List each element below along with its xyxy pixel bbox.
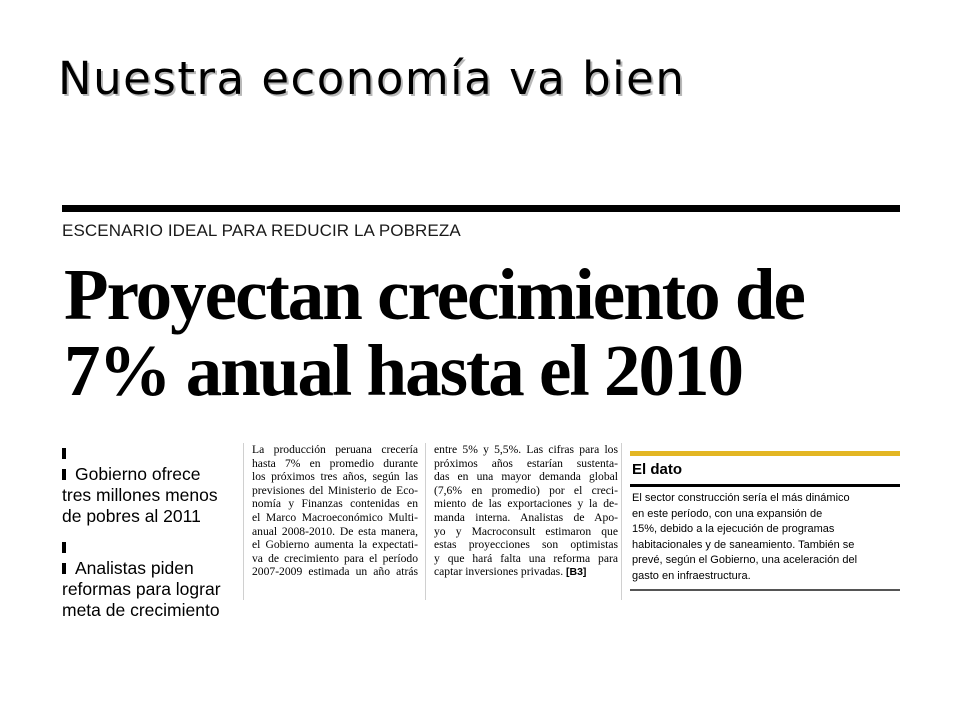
- top-rule: [62, 205, 900, 212]
- bullet-marker-icon: [62, 443, 71, 454]
- bullet-line: de pobres al 2011: [62, 506, 201, 526]
- text-line: nomía y Finanzas contenidas en: [252, 497, 418, 511]
- text-line: gasto en infraestructura.: [632, 569, 751, 582]
- bullet-line: reformas para lograr: [62, 579, 221, 599]
- text-line: 15%, debido a la ejecución de programas: [632, 523, 835, 535]
- text-line: 2007-2009 estimada un año atrás: [252, 565, 418, 579]
- text-line: yo y Macroconsult estimaron que: [434, 524, 618, 538]
- text-line: [434, 565, 618, 580]
- text-line: prevé, según el Gobierno, una aceleración del: [632, 554, 858, 566]
- box-bottom-rule: [630, 589, 900, 591]
- section-reference: [B3]: [566, 566, 587, 579]
- el-dato-box: [630, 451, 900, 599]
- summary-bullets: [62, 443, 234, 631]
- text-line: anual 2008-2010. De esta manera,: [252, 524, 418, 538]
- newspaper-clipping: [62, 205, 900, 620]
- column-divider: [621, 443, 622, 600]
- headline-line: Proyectan crecimiento de: [64, 254, 804, 335]
- article-column-2: [434, 443, 618, 580]
- text-line: va de crecimiento para el período: [252, 551, 418, 565]
- bullet-line: Analistas piden: [75, 558, 194, 578]
- bullet-item: [62, 537, 234, 621]
- text-line-content: captar inversiones privadas.: [434, 565, 564, 579]
- bullet-line: Gobierno ofrece: [75, 464, 201, 484]
- article-headline: [64, 254, 900, 411]
- text-line: El sector construcción sería el más dinámico: [632, 492, 850, 504]
- text-line: estas proyecciones son optimistas: [434, 538, 618, 552]
- bullet-line: meta de crecimiento: [62, 600, 220, 620]
- text-line: (7,6% en promedio) por el creci-: [434, 483, 618, 497]
- headline-line: 7% anual hasta el 2010: [64, 330, 742, 411]
- text-line: y que hará falta una reforma para: [434, 551, 618, 565]
- slide-title: Nuestra economía va bien: [58, 52, 686, 105]
- text-line: los próximos tres años, según las: [252, 470, 418, 484]
- text-line: miento de las exportaciones y la de-: [434, 497, 618, 511]
- text-line: el Gobierno aumenta la expectati-: [252, 538, 418, 552]
- box-title: El dato: [632, 461, 683, 478]
- text-line: manda interna. Analistas de Apo-: [434, 510, 618, 524]
- article-kicker: ESCENARIO IDEAL PARA REDUCIR LA POBREZA: [62, 221, 461, 240]
- bullet-line: tres millones menos: [62, 485, 218, 505]
- text-line: el Marco Macroeconómico Multi-: [252, 510, 418, 524]
- column-divider: [425, 443, 426, 600]
- text-line: habitacionales y de saneamiento. También se: [632, 538, 855, 551]
- text-line: en este período, con una expansión de: [632, 507, 823, 520]
- article-column-1: [252, 443, 418, 579]
- text-line: próximos años estarían sustenta-: [434, 456, 618, 470]
- bullet-marker-icon: [62, 537, 71, 548]
- bullet-item: [62, 443, 234, 527]
- text-line: La producción peruana crecería: [252, 443, 418, 456]
- column-divider: [243, 443, 244, 600]
- text-line: previsiones del Ministerio de Eco-: [252, 483, 418, 497]
- box-text: [630, 487, 900, 584]
- text-line: das en una mayor demanda global: [434, 470, 618, 484]
- text-line: entre 5% y 5,5%. Las cifras para los: [434, 443, 618, 456]
- text-line: hasta 7% en promedio durante: [252, 456, 418, 470]
